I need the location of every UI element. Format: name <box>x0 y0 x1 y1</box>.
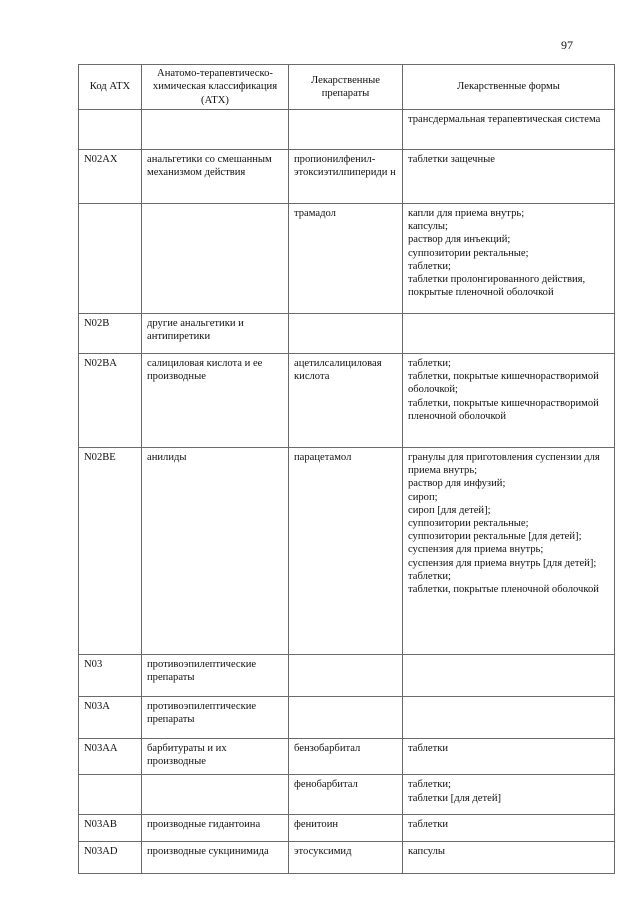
cell-drug: бензобарбитал <box>289 739 403 775</box>
table-row <box>79 775 615 815</box>
cell-forms <box>403 842 615 874</box>
cell-code: N02B <box>79 314 142 354</box>
cell-code <box>79 204 142 314</box>
cell-drug <box>289 655 403 697</box>
form-line: капсулы <box>408 846 446 858</box>
cell-forms <box>403 314 615 354</box>
table-row <box>79 204 615 314</box>
cell-code: N02BA <box>79 354 142 448</box>
cell-code: N03 <box>79 655 142 697</box>
cell-code: N02BE <box>79 448 142 655</box>
cell-classification: другие анальгетики и антипиретики <box>142 314 289 354</box>
cell-code: N03A <box>79 697 142 739</box>
form-line: таблетки, покрытые кишечнорастворимой оболочкой; <box>408 371 599 396</box>
table-body <box>79 110 615 874</box>
table-row <box>79 448 615 655</box>
cell-drug: ацетилсалициловая кислота <box>289 354 403 448</box>
form-line: суппозитории ректальные [для детей]; <box>408 531 582 543</box>
form-line: таблетки; <box>408 570 451 582</box>
cell-drug: фенитоин <box>289 815 403 842</box>
cell-classification: противоэпилептические препараты <box>142 655 289 697</box>
cell-drug <box>289 314 403 354</box>
cell-classification: анилиды <box>142 448 289 655</box>
table-row <box>79 354 615 448</box>
cell-forms <box>403 354 615 448</box>
cell-forms <box>403 110 615 150</box>
cell-classification <box>142 204 289 314</box>
form-line: раствор для инъекций; <box>408 234 511 246</box>
header-drugs: Лекарственные препараты <box>289 65 403 110</box>
cell-forms <box>403 739 615 775</box>
cell-forms <box>403 150 615 204</box>
form-line: таблетки защечные <box>408 154 495 165</box>
form-line: таблетки [для детей] <box>408 792 502 804</box>
cell-code: N03AA <box>79 739 142 775</box>
cell-classification <box>142 775 289 815</box>
cell-classification: анальгетики со смешанным механизмом действия <box>142 150 289 204</box>
cell-code <box>79 775 142 815</box>
cell-code: N02AX <box>79 150 142 204</box>
page-number: 97 <box>561 38 573 52</box>
table-row <box>79 314 615 354</box>
cell-classification: барбитураты и их производные <box>142 739 289 775</box>
table-row <box>79 842 615 874</box>
table-row <box>79 697 615 739</box>
form-line: капли для приема внутрь; <box>408 208 525 219</box>
form-line: суспензия для приема внутрь [для детей]; <box>408 557 597 569</box>
form-line: капсулы; <box>408 221 448 233</box>
cell-classification <box>142 110 289 150</box>
cell-drug: фенобарбитал <box>289 775 403 815</box>
cell-classification: производные гидантоина <box>142 815 289 842</box>
form-line: трансдермальная терапевтическая система <box>408 114 601 125</box>
table-row <box>79 815 615 842</box>
atx-drug-table <box>78 64 615 874</box>
form-line: таблетки <box>408 743 449 754</box>
table-header-row <box>79 65 615 110</box>
header-code: Код АТХ <box>79 65 142 110</box>
form-line: таблетки <box>408 819 449 831</box>
cell-drug: пропионилфенил-этоксиэтилпипериди н <box>289 150 403 204</box>
cell-drug: этосуксимид <box>289 842 403 874</box>
table-row <box>79 150 615 204</box>
cell-drug: трамадол <box>289 204 403 314</box>
form-line: таблетки; <box>408 358 451 369</box>
form-line: таблетки; <box>408 260 451 272</box>
form-line: таблетки, покрытые пленочной оболочкой <box>408 584 599 596</box>
cell-drug <box>289 110 403 150</box>
form-line: гранулы для приготовления суспензии для приема внутрь; <box>408 452 600 477</box>
table-row <box>79 655 615 697</box>
form-line: суппозитории ректальные; <box>408 247 529 259</box>
header-classification: Анатомо-терапевтическо-химическая классификация (АТХ) <box>142 65 289 110</box>
form-line: таблетки, покрытые кишечнорастворимой пленочной оболочкой <box>408 397 599 422</box>
cell-forms <box>403 815 615 842</box>
cell-forms <box>403 655 615 697</box>
form-line: сироп; <box>408 491 438 503</box>
cell-code <box>79 110 142 150</box>
cell-classification: производные сукцинимида <box>142 842 289 874</box>
cell-drug <box>289 697 403 739</box>
cell-code: N03AD <box>79 842 142 874</box>
cell-code: N03AB <box>79 815 142 842</box>
form-line: раствор для инфузий; <box>408 478 506 490</box>
form-line: таблетки; <box>408 779 451 791</box>
cell-drug: парацетамол <box>289 448 403 655</box>
form-line: таблетки пролонгированного действия, покрытые пленочной оболочкой <box>408 274 586 299</box>
cell-forms <box>403 204 615 314</box>
cell-classification: салициловая кислота и ее производные <box>142 354 289 448</box>
cell-forms <box>403 697 615 739</box>
header-forms: Лекарственные формы <box>403 65 615 110</box>
form-line: суппозитории ректальные; <box>408 518 529 530</box>
table-row <box>79 739 615 775</box>
cell-classification: противоэпилептические препараты <box>142 697 289 739</box>
cell-forms <box>403 448 615 655</box>
table-row <box>79 110 615 150</box>
form-line: сироп [для детей]; <box>408 504 491 516</box>
form-line: суспензия для приема внутрь; <box>408 544 544 556</box>
cell-forms <box>403 775 615 815</box>
